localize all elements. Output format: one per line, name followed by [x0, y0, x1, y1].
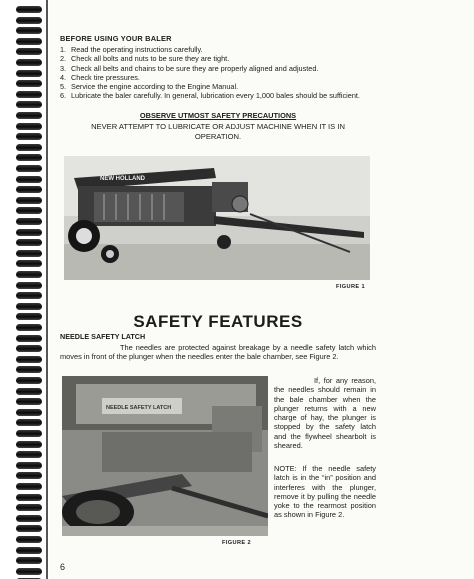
- safety-features-title: SAFETY FEATURES: [133, 312, 303, 331]
- binding-coil: [16, 186, 42, 193]
- binding-coil: [16, 27, 42, 34]
- binding-coil: [16, 250, 42, 257]
- step-text: Check all belts and chains to be sure they are properly aligned and adjusted.: [71, 63, 319, 73]
- binding-coil: [16, 112, 42, 119]
- binding-coil: [16, 303, 42, 310]
- step-number: 4.: [60, 72, 67, 82]
- binding-coil: [16, 292, 42, 299]
- new-holland-lettering: NEW HOLLAND: [100, 176, 145, 182]
- step-number: 3.: [60, 63, 67, 73]
- binding-coil: [16, 229, 42, 236]
- binding-coil: [16, 324, 42, 331]
- binding-coil: [16, 441, 42, 448]
- binding-coil: [16, 260, 42, 267]
- binding-coil: [16, 568, 42, 575]
- binding-coil: [16, 123, 42, 130]
- binding-coil: [16, 48, 42, 55]
- step-text: Check all bolts and nuts to be sure they are tight.: [71, 54, 230, 64]
- binding-coil: [16, 345, 42, 352]
- binding-coil: [16, 165, 42, 172]
- binding-coil: [16, 239, 42, 246]
- binding-coil: [16, 271, 42, 278]
- step-text: Read the operating instructions carefully.: [71, 45, 203, 54]
- latch-note-paragraph: NOTE: If the needle safety latch is in the “in” position and interferes with the plunger, remove it by pulling the needle yoke to the rearmost position as shown in Figure 2.: [274, 464, 376, 520]
- binding-coil: [16, 557, 42, 564]
- instruction-steps-list: [60, 45, 376, 101]
- step-number: 1.: [60, 45, 67, 54]
- step-text: Lubricate the baler carefully. In general, lubrication every 1,000 bales should be sufficient.: [71, 91, 360, 101]
- binding-coil: [16, 218, 42, 225]
- step-text: Check tire pressures.: [71, 72, 140, 82]
- binding-coil: [16, 483, 42, 490]
- precautions-heading: OBSERVE UTMOST SAFETY PRECAUTIONS: [139, 111, 297, 120]
- binding-coil: [16, 133, 42, 140]
- binding-coil: [16, 472, 42, 479]
- figure-2-latch-photo: [62, 376, 268, 536]
- instruction-step: [60, 82, 376, 91]
- binding-coil: [16, 525, 42, 532]
- binding-coil: [16, 377, 42, 384]
- instruction-step: [60, 54, 376, 63]
- lubrication-warning: NEVER ATTEMPT TO LUBRICATE OR ADJUST MACHINE WHEN IT IS IN OPERATION.: [91, 122, 345, 141]
- instruction-step: [60, 73, 376, 82]
- figure-1-baler-photo: [64, 156, 370, 280]
- binding-coil: [16, 176, 42, 183]
- binding-coil: [16, 451, 42, 458]
- safety-latch-intro: The needles are protected against breakage by a needle safety latch which moves in front of the plunger when the needles enter the bale chamber, see Figure 2.: [60, 343, 376, 362]
- binding-coil: [16, 547, 42, 554]
- binding-coil: [16, 207, 42, 214]
- step-number: 2.: [60, 54, 67, 64]
- binding-coil: [16, 59, 42, 66]
- page-number: 6: [60, 562, 66, 572]
- binding-coil: [16, 536, 42, 543]
- instruction-step: [60, 45, 376, 54]
- binding-coil: [16, 398, 42, 405]
- instruction-step: [60, 91, 376, 100]
- figure-1-caption: FIGURE 1: [336, 284, 365, 290]
- needle-remain-paragraph: If, for any reason, the needles should remain in the bale chamber when the plunger returns with a new charge of hay, the plunger is stopped by the safety latch and the flywheel shearbolt is sheared.: [274, 376, 376, 451]
- step-text: Service the engine according to the Engine Manual.: [71, 82, 239, 92]
- step-number: 6.: [60, 91, 67, 101]
- binding-coil: [16, 366, 42, 373]
- binding-coil: [16, 419, 42, 426]
- binding-coil: [16, 430, 42, 437]
- binding-coil: [16, 154, 42, 161]
- binding-coil: [16, 494, 42, 501]
- binding-coil: [16, 313, 42, 320]
- binding-coil: [16, 197, 42, 204]
- instruction-step: [60, 64, 376, 73]
- binding-coil: [16, 356, 42, 363]
- binding-coil: [16, 409, 42, 416]
- binding-coil: [16, 17, 42, 24]
- binding-coil: [16, 388, 42, 395]
- figure-2-caption: FIGURE 2: [222, 540, 251, 546]
- binding-coil: [16, 70, 42, 77]
- step-number: 5.: [60, 82, 67, 92]
- binding-coil: [16, 80, 42, 87]
- binding-coil: [16, 504, 42, 511]
- binding-coil: [16, 335, 42, 342]
- before-using-heading: BEFORE USING YOUR BALER: [60, 34, 172, 43]
- binding-coil: [16, 144, 42, 151]
- needle-safety-latch-heading: NEEDLE SAFETY LATCH: [60, 332, 146, 341]
- binding-coil: [16, 6, 42, 13]
- binding-coil: [16, 38, 42, 45]
- binding-coil: [16, 91, 42, 98]
- binding-coil: [16, 462, 42, 469]
- binding-coil: [16, 515, 42, 522]
- needle-safety-latch-lettering: NEEDLE SAFETY LATCH: [106, 405, 172, 411]
- binding-coil: [16, 282, 42, 289]
- spiral-binding: [14, 0, 44, 579]
- binding-coil: [16, 101, 42, 108]
